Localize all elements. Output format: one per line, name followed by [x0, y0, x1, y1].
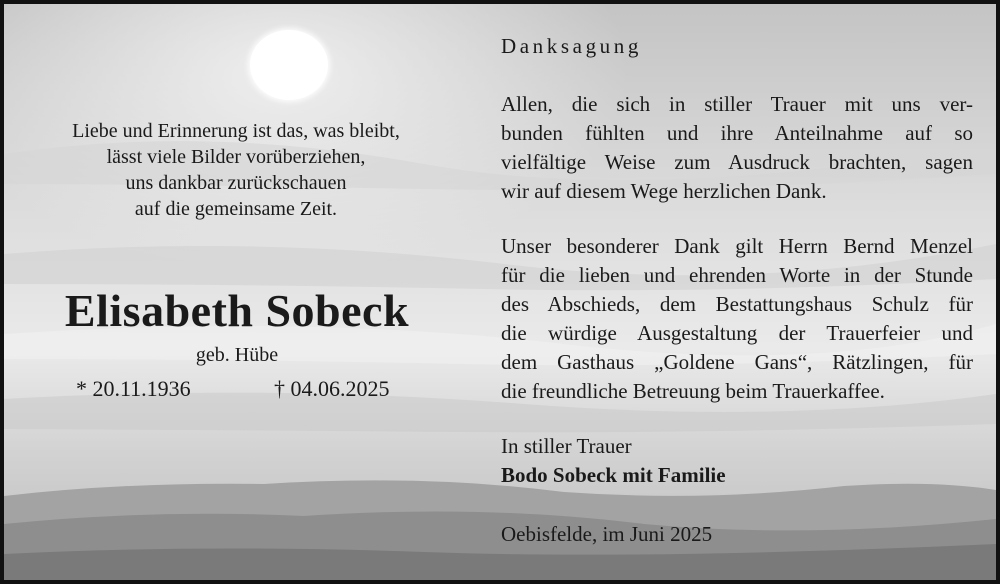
text-line: wir auf diesem Wege herzlichen Dank.	[501, 179, 827, 203]
text-line: Allen, die sich in stiller Trauer mit uns ver-	[501, 92, 973, 116]
text-line: dem Gasthaus „Goldene Gans“, Rätzlingen, für	[501, 350, 973, 374]
place-date: Oebisfelde, im Juni 2025	[501, 522, 713, 546]
text-line: für die lieben und ehrenden Worte in der Stunde	[501, 263, 973, 287]
maiden-name: geb. Hübe	[195, 344, 279, 366]
text-line: Unser besonderer Dank gilt Herrn Bernd Menzel	[501, 234, 973, 258]
thanks-paragraph-2	[501, 232, 973, 406]
poem	[26, 118, 446, 222]
deceased-name: Elisabeth Sobeck	[64, 285, 410, 336]
thanks-paragraph-1	[501, 90, 973, 206]
poem-line: lässt viele Bilder vorüberziehen,	[106, 146, 366, 168]
poem-line: Liebe und Erinnerung ist das, was bleibt,	[72, 120, 400, 142]
poem-line: auf die gemeinsame Zeit.	[134, 198, 338, 220]
poem-line: uns dankbar zurückschauen	[125, 172, 347, 194]
text-line: bunden fühlten und ihre Anteilnahme auf so	[501, 121, 973, 145]
text-line: des Abschieds, dem Bestattungshaus Schulz für	[501, 292, 973, 316]
text-line: die würdige Ausgestaltung der Trauerfeier und	[501, 321, 973, 345]
thanks-heading: Danksagung	[501, 34, 642, 58]
birth-date: * 20.11.1936	[76, 376, 191, 401]
text-line: die freundliche Betreuung beim Trauerkaffee.	[501, 379, 885, 403]
mourning-line: In stiller Trauer	[501, 434, 632, 458]
death-date: † 04.06.2025	[274, 376, 390, 401]
text-line: vielfältige Weise zum Ausdruck brachten, sagen	[501, 150, 973, 174]
family-signature: Bodo Sobeck mit Familie	[501, 463, 726, 487]
moon	[250, 30, 328, 100]
